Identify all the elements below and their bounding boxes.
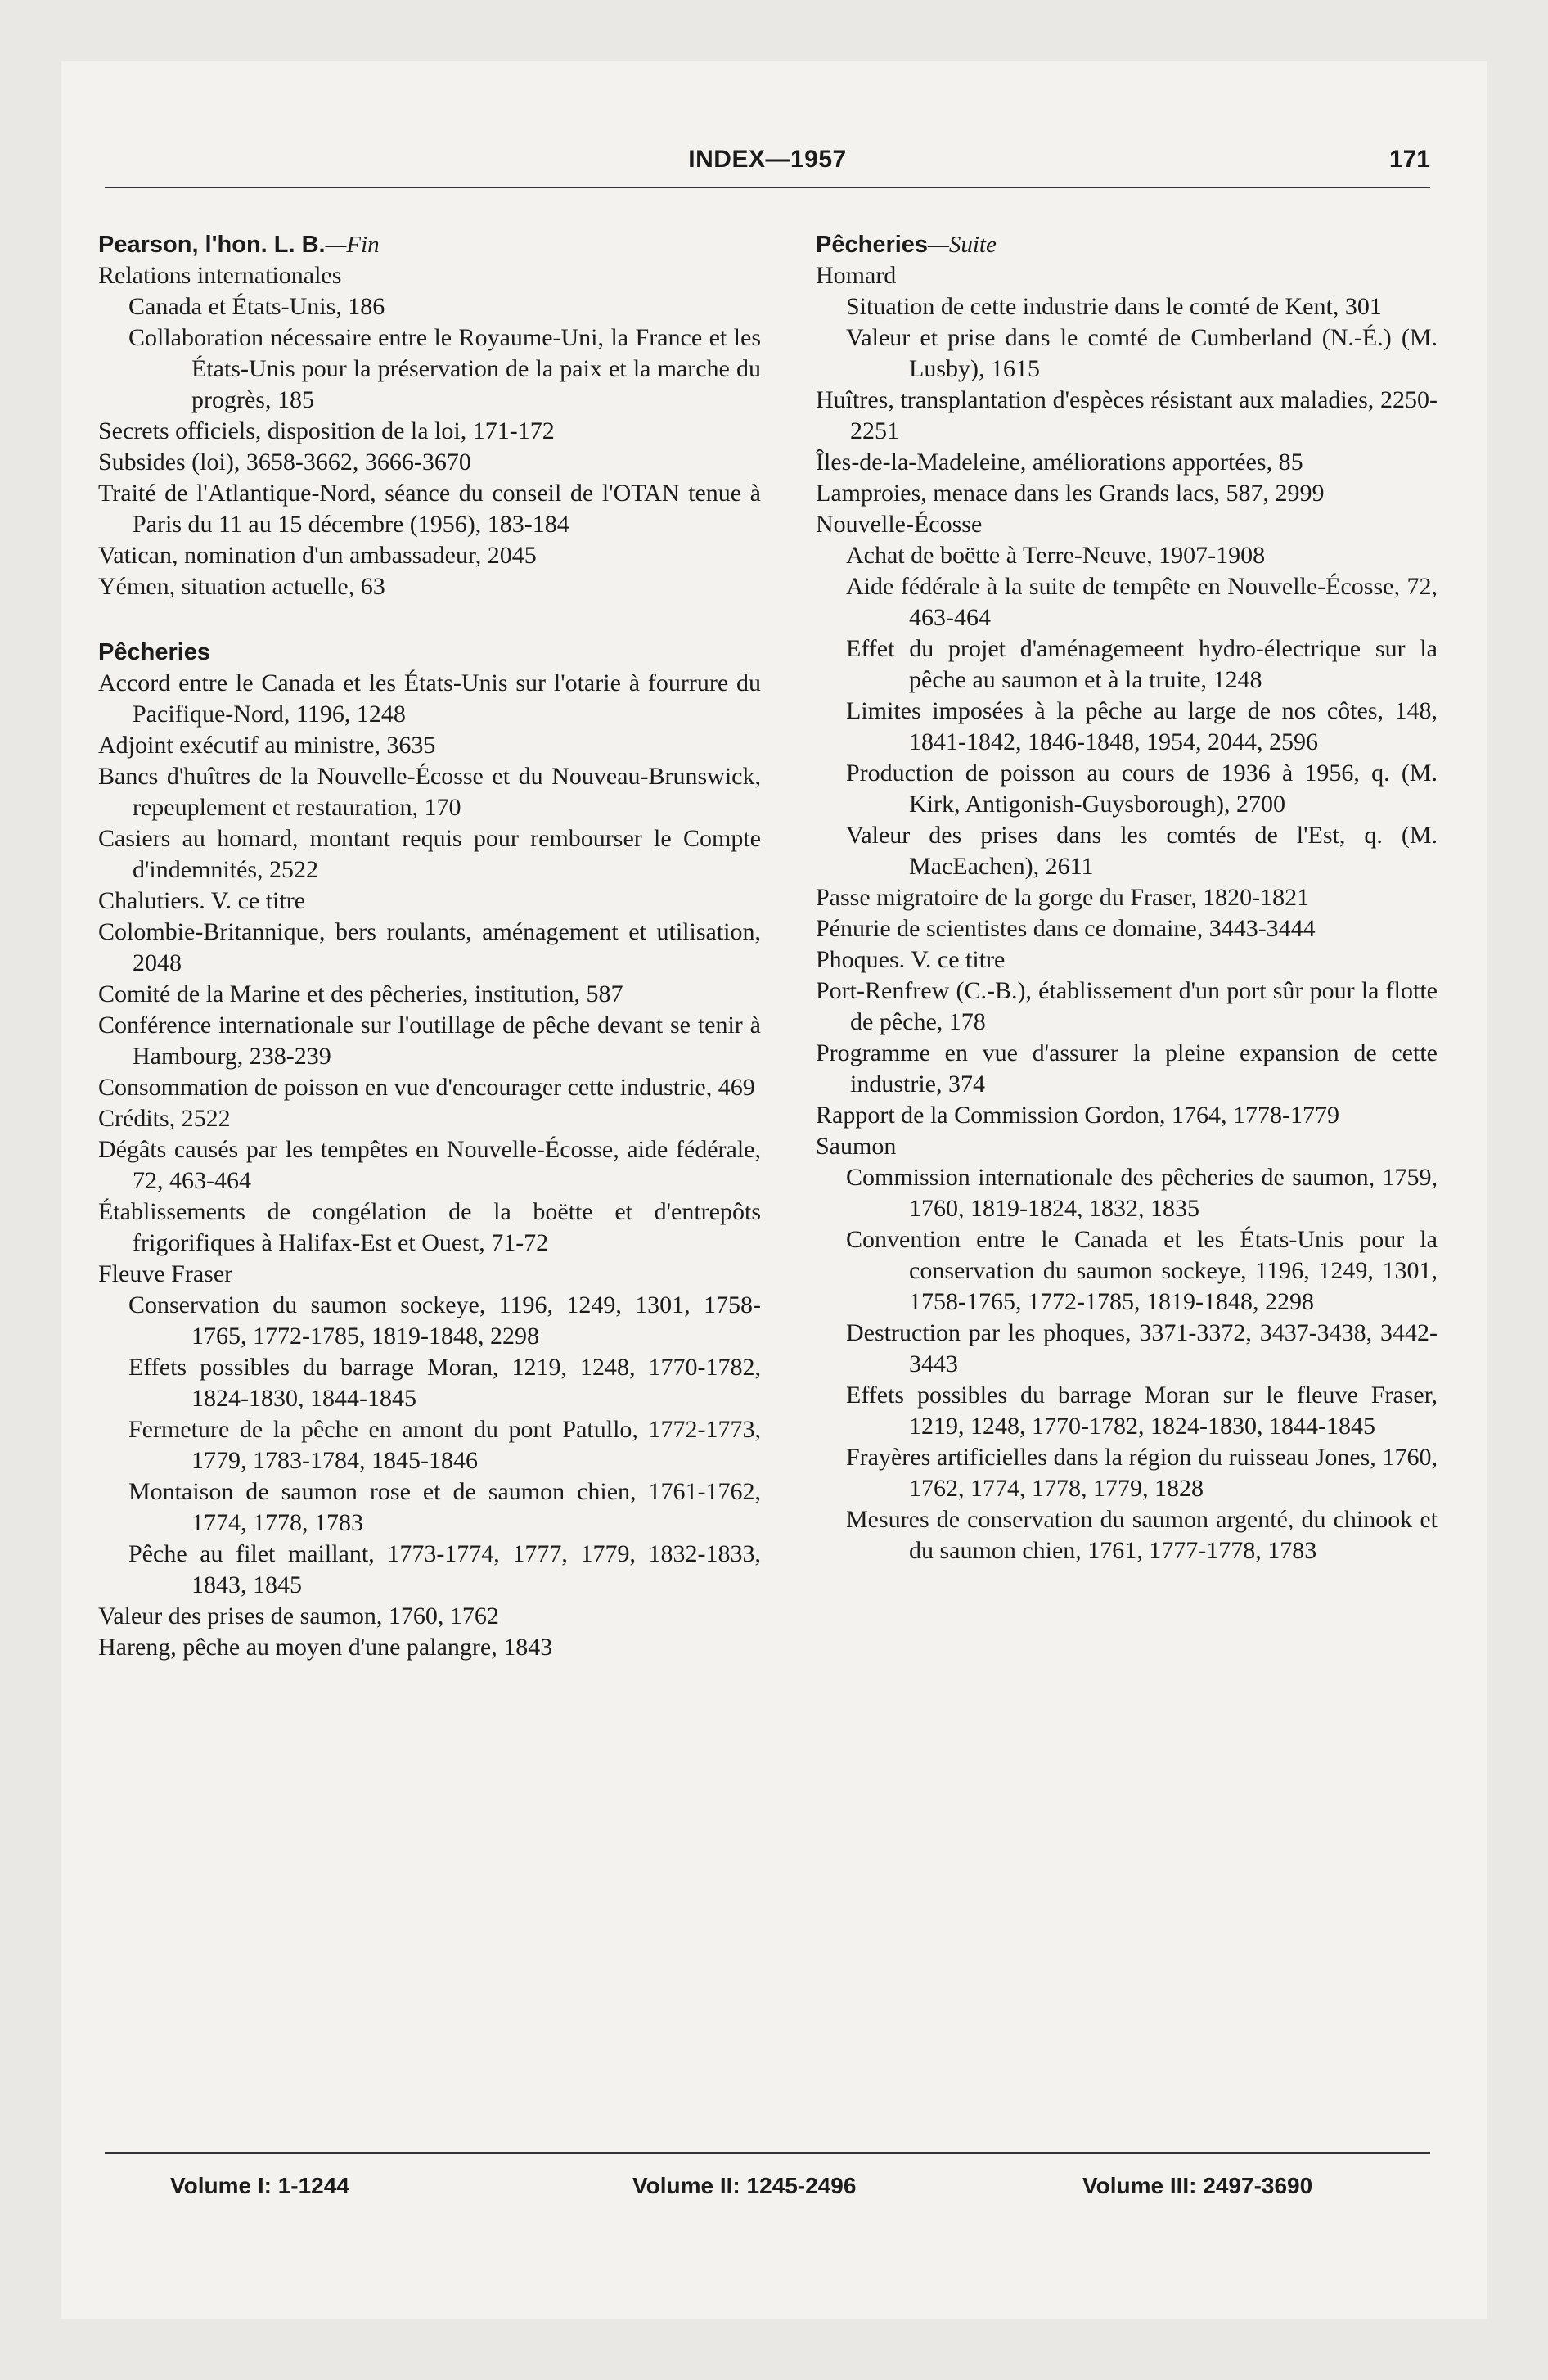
index-entry: Passe migratoire de la gorge du Fraser, 1820-1821 <box>816 884 1310 911</box>
footer-volume-1: Volume I: 1-1244 <box>170 2173 349 2198</box>
index-heading <box>816 229 1438 260</box>
index-entry: Convention entre le Canada et les États-Unis pour la conservation du saumon sockeye, 1196, 1249, 1301, 1758-1765, 1772-1785, 1819-1848, 2298 <box>846 1226 1438 1315</box>
index-entry: Pénurie de scientistes dans ce domaine, 3443-3444 <box>816 915 1316 942</box>
index-entry: Pêche au filet maillant, 1773-1774, 1777, 1779, 1832-1833, 1843, 1845 <box>128 1540 761 1598</box>
entry-list <box>98 260 761 602</box>
index-entry: Traité de l'Atlantique-Nord, séance du conseil de l'OTAN tenue à Paris du 11 au 15 décembre (1956), 183-184 <box>98 480 761 538</box>
index-entry: Fleuve Fraser <box>98 1260 233 1287</box>
index-entry: Montaison de saumon rose et de saumon chien, 1761-1762, 1774, 1778, 1783 <box>128 1478 761 1536</box>
heading-suffix: —Suite <box>928 232 997 258</box>
index-entry: Secrets officiels, disposition de la loi, 171-172 <box>98 417 555 444</box>
footer-volume-2: Volume II: 1245-2496 <box>632 2173 857 2198</box>
index-entry: Dégâts causés par les tempêtes en Nouvelle-Écosse, aide fédérale, 72, 463-464 <box>98 1136 761 1194</box>
index-entry: Crédits, 2522 <box>98 1105 231 1132</box>
heading-name: Pêcheries <box>816 232 929 258</box>
index-heading <box>98 229 761 260</box>
index-entry: Yémen, situation actuelle, 63 <box>98 573 385 600</box>
index-entry: Casiers au homard, montant requis pour rembourser le Compte d'indemnités, 2522 <box>98 825 761 883</box>
index-entry: Relations internationales <box>98 262 342 289</box>
index-entry: Aide fédérale à la suite de tempête en Nouvelle-Écosse, 72, 463-464 <box>846 573 1438 631</box>
entry-list <box>98 668 761 1663</box>
index-entry: Effet du projet d'aménagemeent hydro-électrique sur la pêche au saumon et à la truite, 1248 <box>846 635 1438 693</box>
page-footer <box>105 2173 1430 2206</box>
heading-suffix: —Fin <box>325 232 380 258</box>
index-entry: Rapport de la Commission Gordon, 1764, 1778-1779 <box>816 1102 1339 1129</box>
index-entry: Commission internationale des pêcheries de saumon, 1759, 1760, 1819-1824, 1832, 1835 <box>846 1164 1438 1222</box>
index-entry: Saumon <box>816 1133 897 1160</box>
index-entry: Effets possibles du barrage Moran sur le fleuve Fraser, 1219, 1248, 1770-1782, 1824-1830, 1844-1845 <box>846 1382 1438 1440</box>
index-entry: Port-Renfrew (C.-B.), établissement d'un port sûr pour la flotte de pêche, 178 <box>816 977 1438 1035</box>
index-entry: Achat de boëtte à Terre-Neuve, 1907-1908 <box>846 542 1266 569</box>
heading-name: Pêcheries <box>98 639 211 665</box>
index-entry: Huîtres, transplantation d'espèces résistant aux maladies, 2250-2251 <box>816 386 1438 444</box>
index-entry: Conférence internationale sur l'outillage de pêche devant se tenir à Hambourg, 238-239 <box>98 1012 761 1070</box>
index-entry: Nouvelle-Écosse <box>816 511 983 538</box>
index-entry: Bancs d'huîtres de la Nouvelle-Écosse et du Nouveau-Brunswick, repeuplement et restauration, 170 <box>98 763 761 821</box>
heading-name: Pearson, l'hon. L. B. <box>98 232 326 258</box>
page-number: 171 <box>1388 146 1430 173</box>
header-rule <box>105 187 1430 188</box>
footer-volume-3: Volume III: 2497-3690 <box>1082 2173 1313 2198</box>
entry-list <box>816 260 1438 1566</box>
index-entry: Collaboration nécessaire entre le Royaume-Uni, la France et les États-Unis pour la préservation de la paix et la marche du progrès, 185 <box>128 324 761 413</box>
index-entry: Conservation du saumon sockeye, 1196, 1249, 1301, 1758-1765, 1772-1785, 1819-1848, 2298 <box>128 1291 761 1350</box>
right-column <box>816 229 1438 1566</box>
index-entry: Programme en vue d'assurer la pleine expansion de cette industrie, 374 <box>816 1039 1438 1098</box>
index-entry: Adjoint exécutif au ministre, 3635 <box>98 732 436 759</box>
index-entry: Comité de la Marine et des pêcheries, institution, 587 <box>98 980 623 1007</box>
index-entry: Destruction par les phoques, 3371-3372, 3437-3438, 3442-3443 <box>846 1319 1438 1377</box>
page-title: INDEX—1957 <box>688 146 847 173</box>
index-entry: Limites imposées à la pêche au large de nos côtes, 148, 1841-1842, 1846-1848, 1954, 2044, 2596 <box>846 697 1438 755</box>
left-column <box>98 229 761 1663</box>
index-entry: Valeur des prises dans les comtés de l'Est, q. (M. MacEachen), 2611 <box>846 822 1438 880</box>
footer-rule <box>105 2152 1430 2154</box>
index-entry: Vatican, nomination d'un ambassadeur, 2045 <box>98 542 537 569</box>
page-header <box>105 146 1430 185</box>
index-entry: Mesures de conservation du saumon argenté, du chinook et du saumon chien, 1761, 1777-1778, 1783 <box>846 1506 1438 1564</box>
index-entry: Hareng, pêche au moyen d'une palangre, 1843 <box>98 1634 553 1661</box>
index-entry: Colombie-Britannique, bers roulants, aménagement et utilisation, 2048 <box>98 918 761 976</box>
index-entry: Subsides (loi), 3658-3662, 3666-3670 <box>98 449 471 476</box>
index-entry: Valeur des prises de saumon, 1760, 1762 <box>98 1602 499 1629</box>
index-entry: Effets possibles du barrage Moran, 1219, 1248, 1770-1782, 1824-1830, 1844-1845 <box>128 1354 761 1412</box>
index-entry: Chalutiers. V. ce titre <box>98 887 306 914</box>
index-entry: Îles-de-la-Madeleine, améliorations apportées, 85 <box>816 449 1303 476</box>
index-entry: Phoques. V. ce titre <box>816 946 1006 973</box>
index-entry: Canada et États-Unis, 186 <box>128 293 385 320</box>
index-entry: Accord entre le Canada et les États-Unis sur l'otarie à fourrure du Pacifique-Nord, 1196, 1248 <box>98 669 761 728</box>
index-entry: Consommation de poisson en vue d'encourager cette industrie, 469 <box>98 1074 755 1101</box>
index-entry: Situation de cette industrie dans le comté de Kent, 301 <box>846 293 1382 320</box>
index-entry: Lamproies, menace dans les Grands lacs, 587, 2999 <box>816 480 1325 507</box>
index-entry: Homard <box>816 262 897 289</box>
index-entry: Établissements de congélation de la boëtte et d'entrepôts frigorifiques à Halifax-Est et Ouest, 71-72 <box>98 1198 761 1256</box>
index-heading <box>98 637 761 668</box>
index-entry: Valeur et prise dans le comté de Cumberland (N.-É.) (M. Lusby), 1615 <box>846 324 1438 382</box>
index-entry: Frayères artificielles dans la région du ruisseau Jones, 1760, 1762, 1774, 1778, 1779, 1828 <box>846 1444 1438 1502</box>
index-entry: Fermeture de la pêche en amont du pont Patullo, 1772-1773, 1779, 1783-1784, 1845-1846 <box>128 1416 761 1474</box>
index-entry: Production de poisson au cours de 1936 à 1956, q. (M. Kirk, Antigonish-Guysborough), 2700 <box>846 760 1438 818</box>
